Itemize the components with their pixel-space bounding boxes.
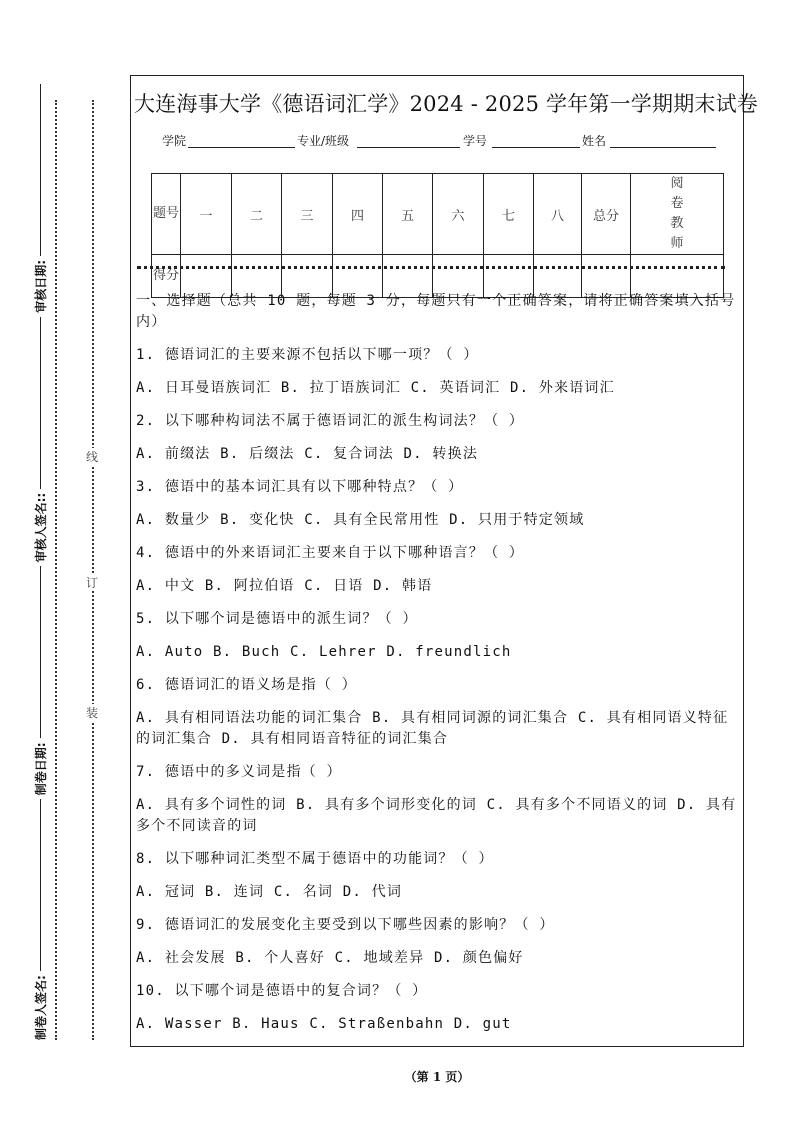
review-date-line	[40, 84, 41, 256]
answer-options: A. 前缀法 B. 后缀法 C. 复合词法 D. 转换法	[136, 446, 479, 462]
name-line[interactable]	[610, 147, 716, 148]
college-label: 学院	[162, 134, 187, 148]
header-cell: 八	[534, 174, 582, 255]
college-line[interactable]	[188, 147, 295, 148]
header-cell: 阅卷教师	[631, 174, 724, 255]
section-heading: 一、选择题（总共 10 题，每题 3 分，每题只有一个正确答案，请将正确答案填入括号内）	[136, 293, 736, 330]
maker-sign-label: 制卷人签名:	[33, 975, 48, 1040]
name-label: 姓名	[582, 134, 607, 148]
answer-options: A. Auto B. Buch C. Lehrer D. freundlich	[136, 644, 512, 660]
header-cell: 四	[333, 174, 383, 255]
reviewer-sign-label: 审核人签名::	[33, 492, 48, 563]
question-text: 1. 德语词汇的主要来源不包括以下哪一项？（ ）	[136, 347, 479, 363]
question-text: 8. 以下哪种词汇类型不属于德语中的功能词？（ ）	[136, 851, 494, 867]
answer-options: A. 数量少 B. 变化快 C. 具有全民常用性 D. 只用于特定领域	[136, 512, 585, 528]
student-id-label: 学号	[463, 134, 488, 148]
question-text: 9. 德语词汇的发展变化主要受到以下哪些因素的影响？（ ）	[136, 917, 555, 933]
header-cell: 七	[484, 174, 534, 255]
binding-char: 线	[86, 450, 99, 464]
question-text: 7. 德语中的多义词是指（ ）	[136, 764, 342, 780]
question-text: 6. 德语词汇的语义场是指（ ）	[136, 677, 357, 693]
major-class-line[interactable]	[357, 147, 460, 148]
header-cell: 题号	[152, 174, 181, 255]
answer-options: A. 具有多个词性的词 B. 具有多个词形变化的词 C. 具有多个不同语义的词 D. 具有多个不同读音的词	[136, 797, 737, 834]
review-date-label: 审核日期:	[33, 260, 48, 313]
question-text: 3. 德语中的基本词汇具有以下哪种特点？（ ）	[136, 479, 464, 495]
answer-options: A. 社会发展 B. 个人喜好 C. 地域差异 D. 颜色偏好	[136, 950, 524, 966]
question-list	[136, 345, 740, 1035]
binding-char: 装	[86, 706, 99, 720]
signature-margin	[30, 80, 50, 1040]
header-cell: 总分	[582, 174, 631, 255]
score-row-label: 得分	[152, 255, 181, 298]
maker-date-label: 制卷日期:	[33, 742, 48, 796]
binding-dotted-line-outer	[55, 100, 57, 1040]
answer-options: A. 具有相同语法功能的词汇集合 B. 具有相同词源的词汇集合 C. 具有相同语义特征的词汇集合 D. 具有相同语音特征的词汇集合	[136, 710, 729, 747]
answer-options: A. 冠词 B. 连词 C. 名词 D. 代词	[136, 884, 403, 900]
answer-options: A. 中文 B. 阿拉伯语 C. 日语 D. 韩语	[136, 578, 433, 594]
header-cell: 六	[433, 174, 484, 255]
question-text: 10. 以下哪个词是德语中的复合词？（ ）	[136, 983, 428, 999]
header-cell: 五	[383, 174, 433, 255]
score-table	[151, 173, 724, 298]
binding-dotted-line-inner	[92, 100, 94, 1040]
dotted-separator	[137, 266, 725, 269]
header-cell: 一	[181, 174, 232, 255]
header-cell: 二	[232, 174, 282, 255]
question-text: 2. 以下哪种构词法不属于德语词汇的派生构词法？（ ）	[136, 413, 525, 429]
header-cell: 三	[282, 174, 333, 255]
maker-date-line	[40, 566, 41, 738]
student-id-line[interactable]	[492, 147, 580, 148]
answer-options: A. 日耳曼语族词汇 B. 拉丁语族词汇 C. 英语词汇 D. 外来语词汇	[136, 380, 615, 396]
question-text: 4. 德语中的外来语词汇主要来自于以下哪种语言？（ ）	[136, 545, 525, 561]
maker-sign-line	[40, 799, 41, 971]
questions-section	[136, 291, 740, 1047]
answer-options: A. Wasser B. Haus C. Straßenbahn D. gut	[136, 1016, 512, 1032]
reviewer-sign-line	[40, 317, 41, 489]
exam-title: 大连海事大学《德语词汇学》2024 - 2025 学年第一学期期末试卷	[134, 92, 759, 116]
binding-char: 订	[86, 576, 99, 590]
question-text: 5. 以下哪个词是德语中的派生词？（ ）	[136, 611, 418, 627]
score-table-header-row	[152, 174, 724, 255]
major-class-label: 专业/班级	[297, 134, 350, 148]
page-number: （第 1 页）	[404, 1070, 470, 1084]
